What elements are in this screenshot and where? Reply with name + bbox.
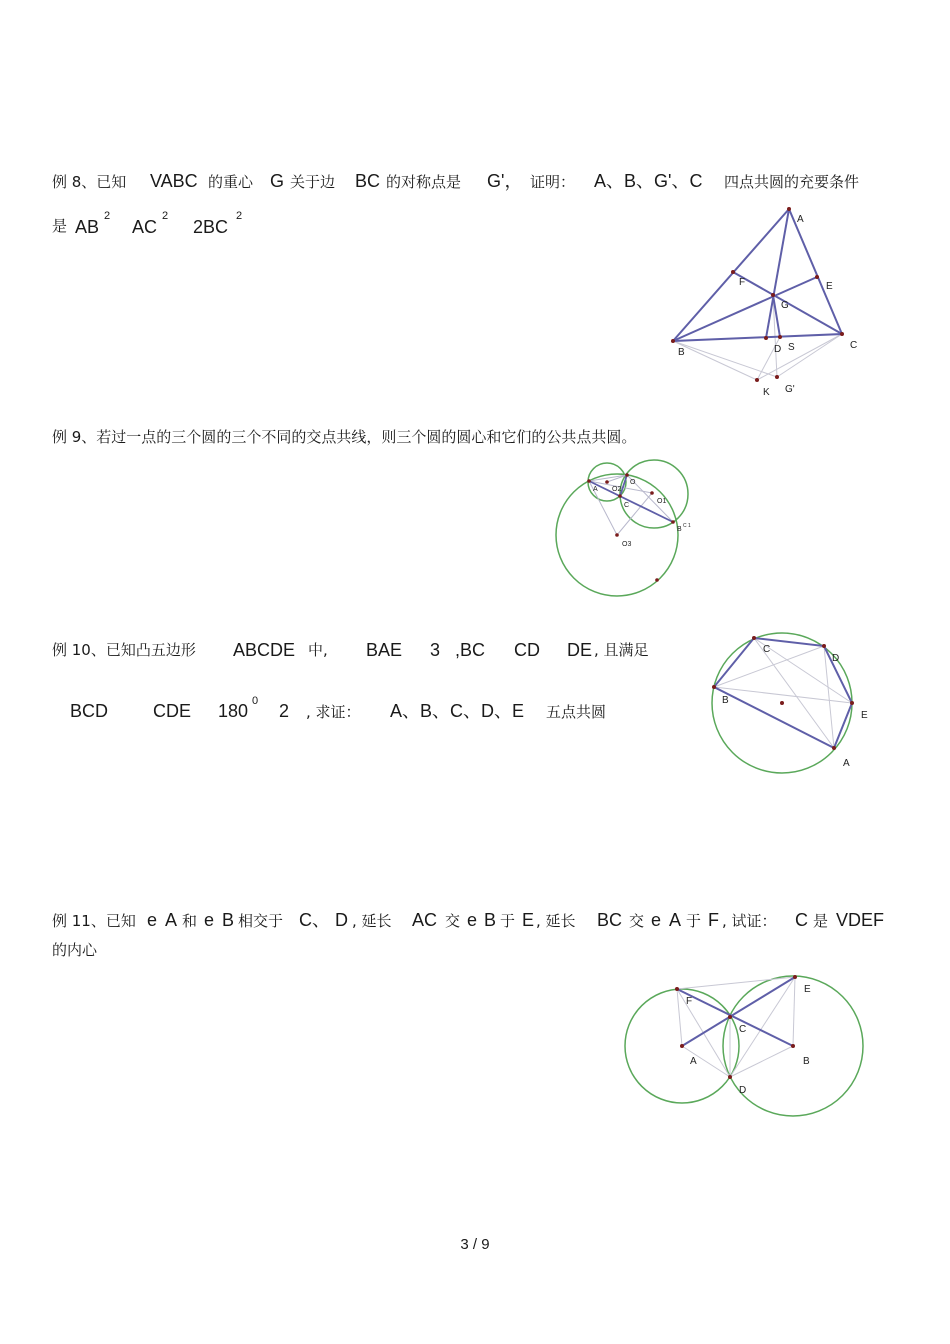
fig9-label-c1: C 1	[683, 523, 691, 529]
ex8-triangle: VABC	[150, 171, 198, 191]
figure-example-9	[556, 460, 691, 596]
ex11-ac: AC	[412, 910, 438, 930]
ex8-text-1: 的重心	[208, 173, 254, 191]
ex10-bae: BAE	[366, 640, 403, 660]
ex8-text-2: 关于边	[290, 173, 336, 191]
fig10-label-d: D	[832, 653, 840, 664]
fig8-label-g-prime: G'	[785, 384, 795, 395]
ex11-e: E	[522, 910, 535, 930]
ex11-b: B	[222, 910, 235, 930]
fig11-label-d: D	[739, 1085, 747, 1096]
ex11-f: F	[708, 910, 719, 930]
ex8-text-6: 是	[52, 217, 68, 235]
ex10-bcd: BCD	[70, 701, 109, 721]
figure-example-10	[712, 633, 868, 773]
ex11-text-4: 交	[445, 912, 461, 930]
ex8-2bc: 2BC	[193, 217, 229, 237]
ex10-prefix: 例 10、已知凸五边形	[52, 641, 196, 659]
fig8-label-d: D	[774, 344, 782, 355]
ex11-text-5: 于	[500, 912, 516, 930]
ex10-two: 2	[279, 701, 290, 721]
fig11-label-c: C	[739, 1024, 747, 1035]
fig8-label-g: G	[781, 300, 789, 311]
page-number: 3 / 9	[460, 1236, 490, 1253]
fig8-label-a: A	[797, 214, 804, 225]
ex11-b-2: B	[484, 910, 497, 930]
ex8-prefix: 例 8、已知	[52, 173, 127, 191]
fig9-label-o2: O2	[612, 486, 622, 493]
ex8-ac: AC	[132, 217, 158, 237]
ex8-g: G	[270, 171, 285, 191]
ex11-text-9: , 试证：	[722, 912, 777, 930]
ex10-pentagon: ABCDE	[233, 640, 296, 660]
example-9-text: 例 9、若过一点的三个圆的三个不同的交点共线，则三个圆的圆心和它们的公共点共圆。	[52, 428, 637, 446]
ex11-text-3: , 延长	[352, 912, 392, 930]
fig10-label-a: A	[843, 758, 850, 769]
fig9-label-o3: O3	[622, 541, 632, 548]
ex11-text-7: 交	[629, 912, 645, 930]
fig9-label-o: O	[630, 479, 636, 486]
ex11-a-2: A	[669, 910, 682, 930]
ex10-points: A、B、C、D、E	[390, 701, 525, 721]
ex10-three: 3	[430, 640, 441, 660]
ex8-g-prime: G'，	[487, 171, 523, 191]
fig10-label-b: B	[722, 695, 729, 706]
fig9-label-b: B	[677, 526, 682, 533]
ex11-bc: BC	[597, 910, 623, 930]
ex11-text-2: 相交于	[238, 912, 284, 930]
ex10-de: DE	[567, 640, 593, 660]
fig11-label-e: E	[804, 984, 811, 995]
ex10-text-4: 五点共圆	[546, 703, 607, 721]
ex10-cde: CDE	[153, 701, 192, 721]
ex11-circle-symbol-2: e	[204, 910, 215, 930]
ex8-sup-2: 2	[162, 210, 169, 222]
figure-example-11	[625, 975, 863, 1116]
fig8-label-e: E	[826, 281, 833, 292]
fig9-label-c: C	[624, 502, 630, 509]
ex8-text-4: 证明：	[530, 173, 576, 191]
ex11-line-2: 的内心	[52, 941, 98, 959]
ex10-bc: ,BC	[455, 640, 486, 660]
ex8-bc: BC	[355, 171, 381, 191]
ex11-text-10: 是	[813, 912, 829, 930]
ex10-cd: CD	[514, 640, 540, 660]
fig11-label-f: F	[686, 996, 693, 1007]
ex11-prefix: 例 11、已知	[52, 912, 136, 930]
fig8-label-k: K	[763, 387, 770, 398]
ex8-points: A、B、G'、C	[594, 171, 703, 191]
ex11-circle-symbol-4: e	[651, 910, 662, 930]
ex8-sup-3: 2	[236, 210, 243, 222]
ex8-text-3: 的对称点是	[386, 173, 462, 191]
ex11-c: C	[795, 910, 808, 930]
ex10-degree: 0	[252, 695, 259, 707]
ex10-text-3: , 求证：	[306, 703, 361, 721]
fig10-label-c: C	[763, 644, 771, 655]
ex10-text-1: 中,	[308, 641, 328, 659]
ex11-circle-symbol-3: e	[467, 910, 478, 930]
fig8-label-f: F	[739, 277, 746, 288]
fig10-label-e: E	[861, 710, 868, 721]
ex8-ab: AB	[75, 217, 100, 237]
fig11-label-b: B	[803, 1056, 810, 1067]
ex8-sup-1: 2	[104, 210, 111, 222]
ex11-cd: C、 D	[299, 910, 348, 930]
ex8-text-5: 四点共圆的充要条件	[724, 173, 860, 191]
ex10-180: 180	[218, 701, 249, 721]
ex11-text-8: 于	[686, 912, 702, 930]
figure-example-8	[671, 207, 857, 398]
ex11-text-6: , 延长	[536, 912, 576, 930]
ex10-text-2: , 且满足	[594, 641, 649, 659]
fig8-label-b: B	[678, 347, 685, 358]
ex11-def: VDEF	[836, 910, 885, 930]
ex11-a: A	[165, 910, 178, 930]
fig8-label-s: S	[788, 342, 795, 353]
fig9-label-o1: O1	[657, 498, 667, 505]
ex11-text-1: 和	[182, 912, 198, 930]
ex11-circle-symbol-1: e	[147, 910, 158, 930]
fig11-label-a: A	[690, 1056, 697, 1067]
fig8-label-c: C	[850, 340, 858, 351]
fig9-label-a: A	[593, 486, 598, 493]
